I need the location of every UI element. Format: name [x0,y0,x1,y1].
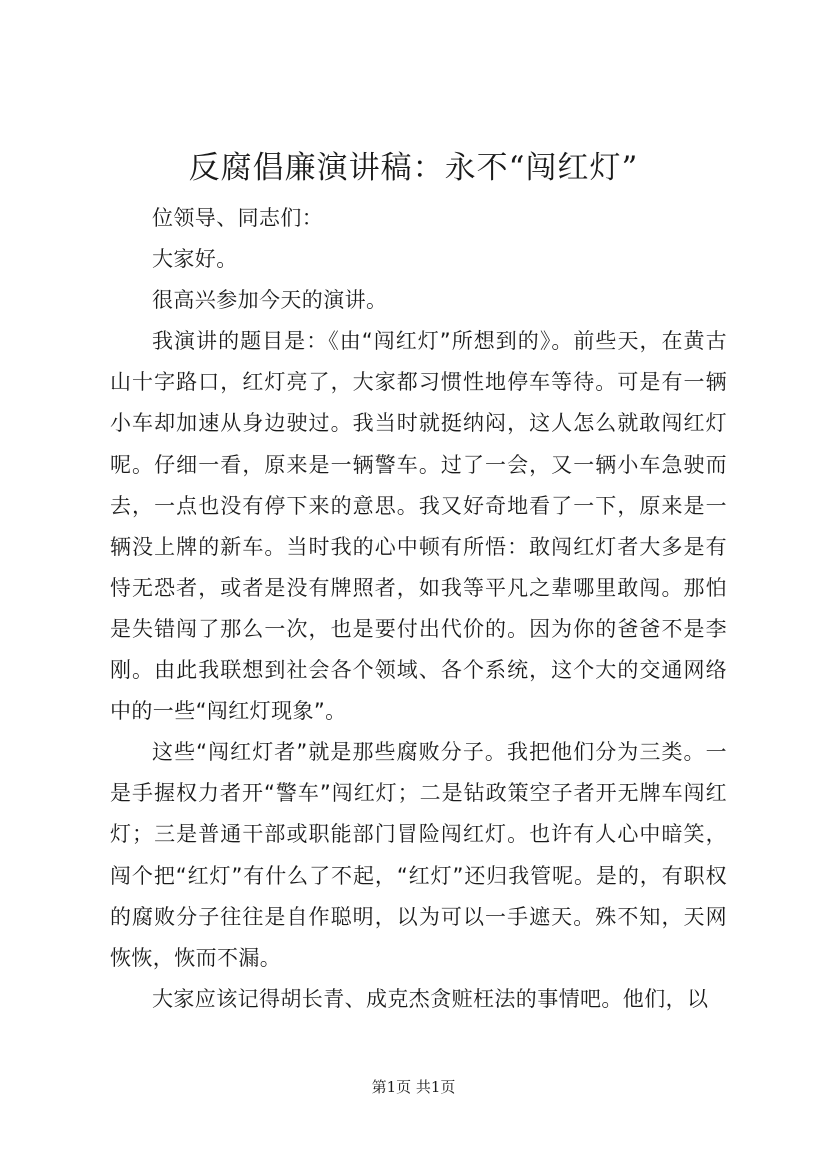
page-number-footer: 第1页 共1页 [371,1078,456,1096]
hello-paragraph: 大家好。 [152,247,238,272]
topic-paragraph: 我演讲的题目是：《由“闯红灯”所想到的》。前些天，在黄古山十字路口，红灯亮了，大家都习惯性地停车等待。可是有一辆小车却加速从身边驶过。我当时就挺纳闷，这人怎么就敢闯红灯呢。仔细一看，原来是一辆警车。过了一会，又一辆小车急驶而去，一点也没有停下来的意思。我又好奇地看了一下，原来是一辆没上牌的新车。当时我的心中顿有所悟：敢闯红灯者大多是有恃无恐者，或者是没有牌照者，如我等平凡之辈哪里敢闯。那怕是失错闯了那么一次，也是要付出代价的。因为你的爸爸不是李刚。由此我联想到社会各个领域、各个系统，这个大的交通网络中的一些“闯红灯现象”。 [110,329,727,724]
document-title: 反腐倡廉演讲稿：永不“闯红灯” [188,150,639,186]
intro-paragraph: 很高兴参加今天的演讲。 [152,288,388,313]
example-paragraph: 大家应该记得胡长青、成克杰贪赃枉法的事情吧。他们，以 [152,986,709,1011]
document-body [110,198,727,1020]
categories-paragraph: 这些“闯红灯者”就是那些腐败分子。我把他们分为三类。一是手握权力者开“警车”闯红灯；二是钻政策空子者开无牌车闯红灯；三是普通干部或职能部门冒险闯红灯。也许有人心中暗笑，闯个把“红灯”有什么了不起，“红灯”还归我管呢。是的，有职权的腐败分子往往是自作聪明，以为可以一手遮天。殊不知，天网恢恢，恢而不漏。 [110,740,727,970]
greeting-paragraph: 位领导、同志们： [152,206,324,230]
